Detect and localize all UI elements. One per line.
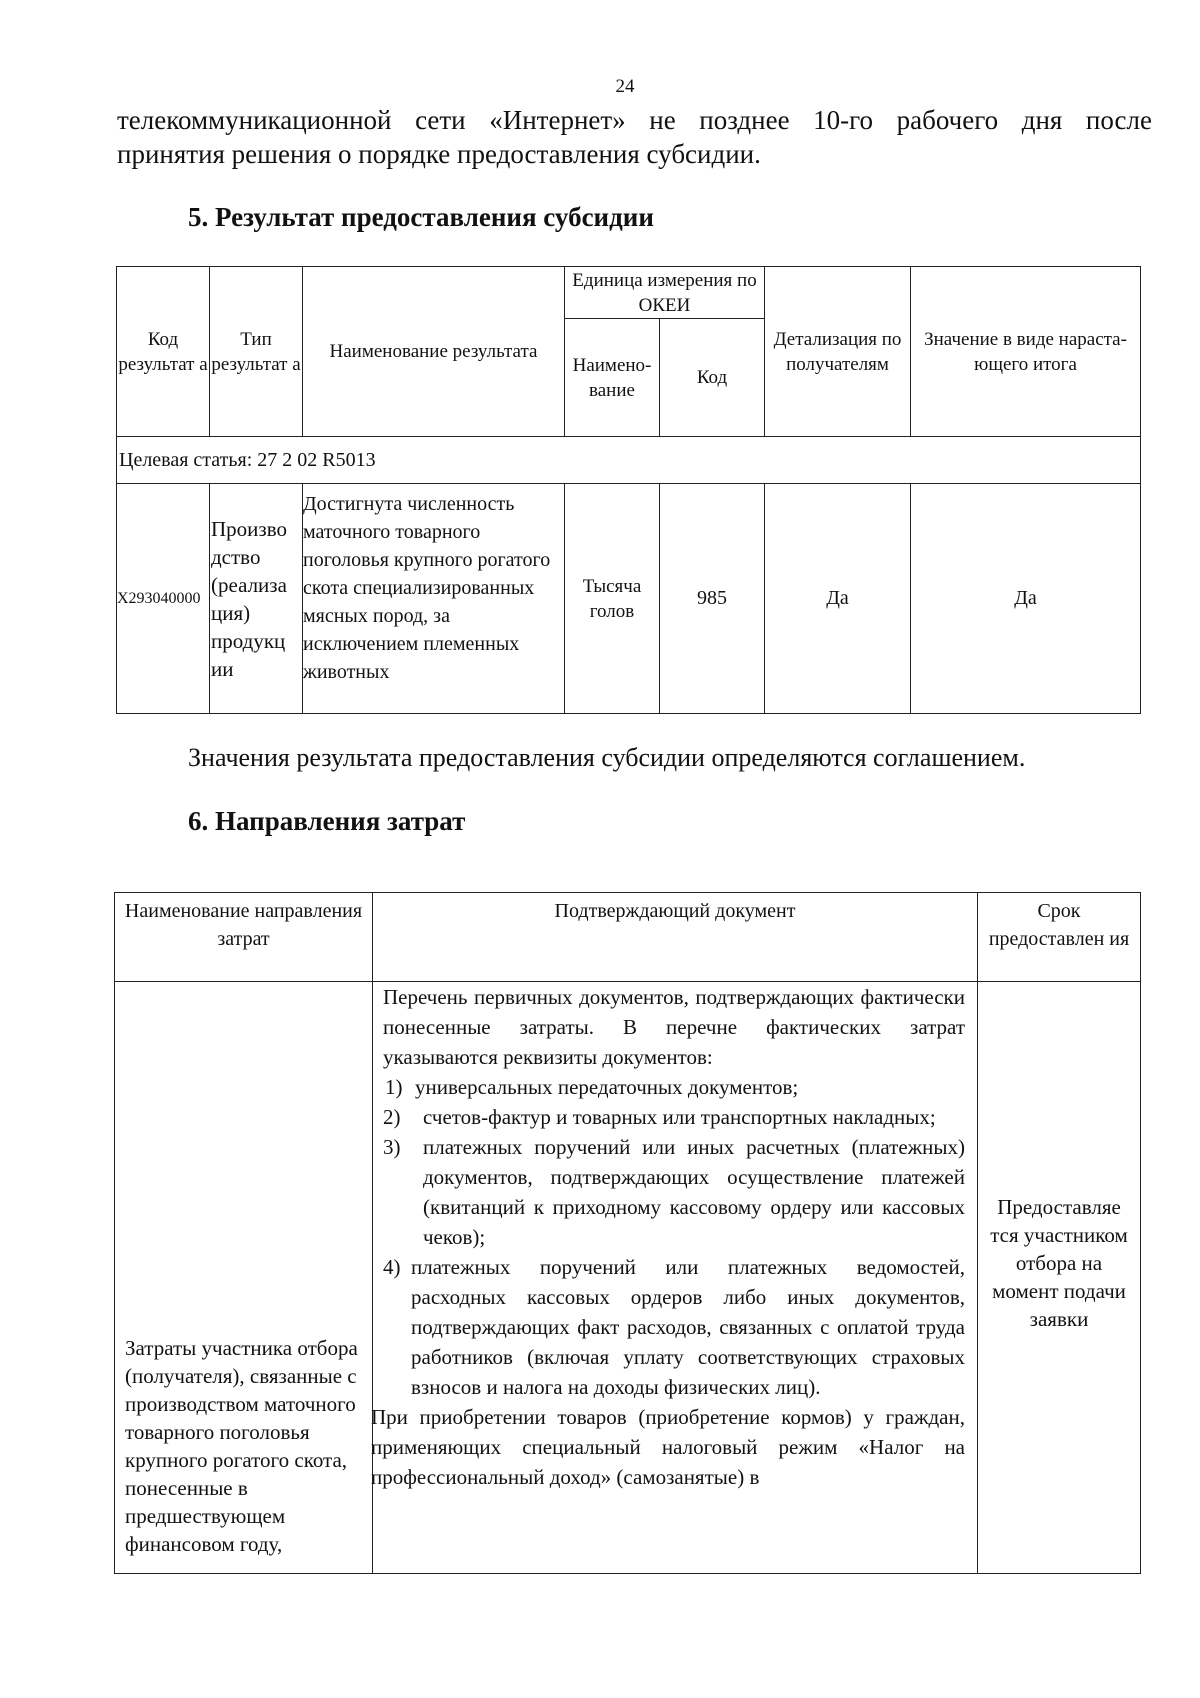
results-note: Значения результата предоставления субсидии определяются соглашением. (188, 743, 1026, 772)
intro-paragraph (117, 103, 1152, 171)
header-unit-code: Код (660, 319, 765, 437)
list-item-number: 4) (383, 1255, 401, 1279)
list-item-number: 3) (383, 1135, 401, 1159)
cost-directions-table (114, 892, 1141, 1574)
list-item (383, 1252, 965, 1402)
header-direction: Наименование направления затрат (115, 893, 373, 982)
list-item-text: счетов-фактур и товарных или транспортных накладных; (423, 1105, 936, 1129)
header-term: Срок предоставлен ия (978, 893, 1141, 982)
list-item-text: универсальных передаточных документов; (415, 1075, 799, 1099)
document-intro: Перечень первичных документов, подтверждающих фактически понесенные затраты. В перечне фактических затрат указываются реквизиты документов: (383, 985, 965, 1069)
list-item-number: 1) (385, 1075, 403, 1099)
result-name-cell: Достигнута численность маточного товарного поголовья крупного рогатого скота специализированных мясных пород, за исключением племенных животных (303, 484, 565, 714)
unit-name-cell: Тысяча голов (565, 484, 660, 714)
list-item-text: платежных поручений или платежных ведомостей, расходных кассовых ордеров либо иных документов, подтверждающих факт расходов, связанных с оплатой труда работников (включая уплату соответствующих страховых взносов и налога на доходы физических лиц). (411, 1255, 965, 1399)
section-5-heading: 5. Результат предоставления субсидии (188, 202, 654, 232)
detail-cell: Да (765, 484, 911, 714)
results-table (116, 266, 1141, 714)
result-type-cell: Произво дство (реализа ция) продукц ии (210, 484, 303, 714)
target-article-row: Целевая статья: 27 2 02 R5013 (117, 437, 1141, 484)
list-item-number: 2) (383, 1105, 401, 1129)
header-result-type: Тип результат а (210, 267, 303, 437)
term-cell: Предоставляе тся участником отбора на момент подачи заявки (978, 982, 1141, 1574)
list-item-text: платежных поручений или иных расчетных (платежных) документов, подтверждающих осуществление платежей (квитанций к приходному кассовому ордеру или кассовых чеков); (423, 1135, 965, 1249)
document-cell (373, 982, 978, 1574)
list-item (383, 1072, 965, 1102)
list-item (383, 1102, 965, 1132)
section-6-heading: 6. Направления затрат (188, 806, 466, 836)
intro-line-1: телекоммуникационной сети «Интернет» не позднее 10-го рабочего дня после (117, 105, 1152, 135)
document-after: При приобретении товаров (приобретение кормов) у граждан, применяющих специальный налоговый режим «Налог на профессиональный доход» (самозанятые) в (371, 1405, 965, 1489)
header-unit-name: Наимено- вание (565, 319, 660, 437)
direction-cell: Затраты участника отбора (получателя), связанные с производством маточного товарного поголовья крупного рогатого скота, понесенные в предшествующем финансовом году, (115, 982, 373, 1574)
header-detail: Детализация по получателям (765, 267, 911, 437)
list-item (383, 1132, 965, 1252)
header-result-code: Код результат а (117, 267, 210, 437)
result-code-cell: X293040000 (117, 484, 210, 714)
cumulative-cell: Да (911, 484, 1141, 714)
header-document: Подтверждающий документ (373, 893, 978, 982)
header-result-name: Наименование результата (303, 267, 565, 437)
header-cumulative: Значение в виде нараста- ющего итога (911, 267, 1141, 437)
unit-code-cell: 985 (660, 484, 765, 714)
page-number: 24 (615, 76, 635, 97)
header-unit-group: Единица измерения по ОКЕИ (565, 267, 765, 319)
intro-line-2: принятия решения о порядке предоставления субсидии. (117, 139, 761, 169)
